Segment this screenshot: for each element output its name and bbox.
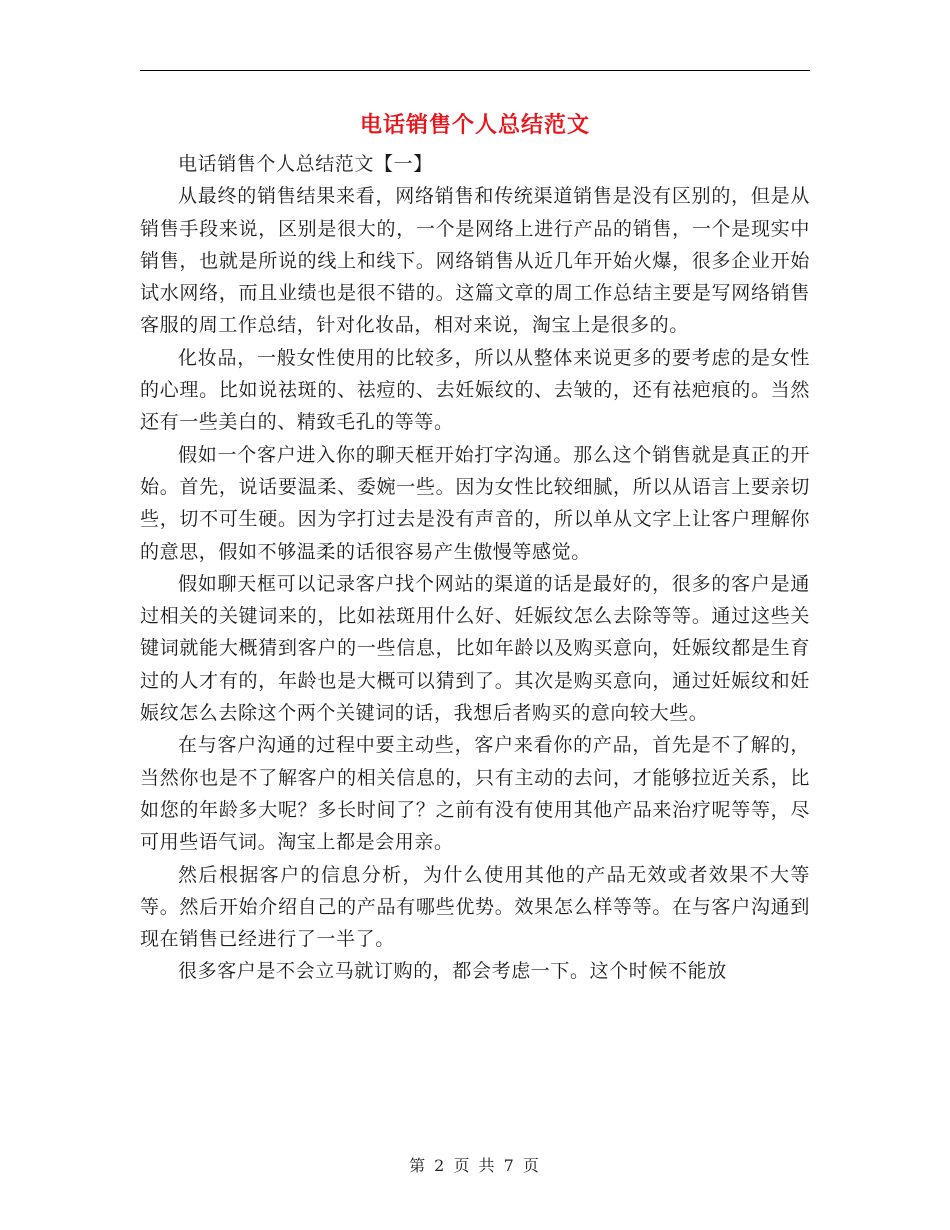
paragraph: 从最终的销售结果来看，网络销售和传统渠道销售是没有区别的，但是从销售手段来说，区别是很大的，一个是网络上进行产品的销售，一个是现实中销售，也就是所说的线上和线下。网络销售从近几年开始火爆，很多企业开始试水网络，而且业绩也是很不错的。这篇文章的周工作总结主要是写网络销售客服的周工作总结，针对化妆品，相对来说，淘宝上是很多的。 <box>140 185 810 337</box>
paragraph: 化妆品，一般女性使用的比较多，所以从整体来说更多的要考虑的是女性的心理。比如说祛斑的、祛痘的、去妊娠纹的、去皱的，还有祛疤痕的。当然还有一些美白的、精致毛孔的等等。 <box>140 346 810 434</box>
section-heading: 电话销售个人总结范文【一】 <box>178 153 433 175</box>
document-title: 电话销售个人总结范文 <box>359 112 590 138</box>
paragraph: 然后根据客户的信息分析，为什么使用其他的产品无效或者效果不大等等。然后开始介绍自己的产品有哪些优势。效果怎么样等等。在与客户沟通到现在销售已经进行了一半了。 <box>140 863 810 951</box>
paragraph: 假如一个客户进入你的聊天框开始打字沟通。那么这个销售就是真正的开始。首先，说话要温柔、委婉一些。因为女性比较细腻，所以从语言上要亲切些，切不可生硬。因为字打过去是没有声音的，所以单从文字上让客户理解你的意思，假如不够温柔的话很容易产生傲慢等感觉。 <box>140 443 810 563</box>
paragraph: 很多客户是不会立马就订购的，都会考虑一下。这个时候不能放 <box>178 960 727 983</box>
document-body <box>140 148 810 988</box>
paragraph: 假如聊天框可以记录客户找个网站的渠道的话是最好的，很多的客户是通过相关的关键词来的，比如祛斑用什么好、妊娠纹怎么去除等等。通过这些关键词就能大概猜到客户的一些信息，比如年龄以及购买意向，妊娠纹都是生育过的人才有的，年龄也是大概可以猜到了。其次是购买意向，通过妊娠纹和妊娠纹怎么去除这个两个关键词的话，我想后者购买的意向较大些。 <box>140 572 810 725</box>
header-rule <box>140 70 810 71</box>
paragraph: 在与客户沟通的过程中要主动些，客户来看你的产品，首先是不了解的，当然你也是不了解客户的相关信息的，只有主动的去问，才能够拉近关系，比如您的年龄多大呢？多长时间了？之前有没有使用其他产品来治疗呢等等，尽可用些语气词。淘宝上都是会用亲。 <box>140 734 810 854</box>
page-number: 第 2 页 共 7 页 <box>409 1156 541 1175</box>
